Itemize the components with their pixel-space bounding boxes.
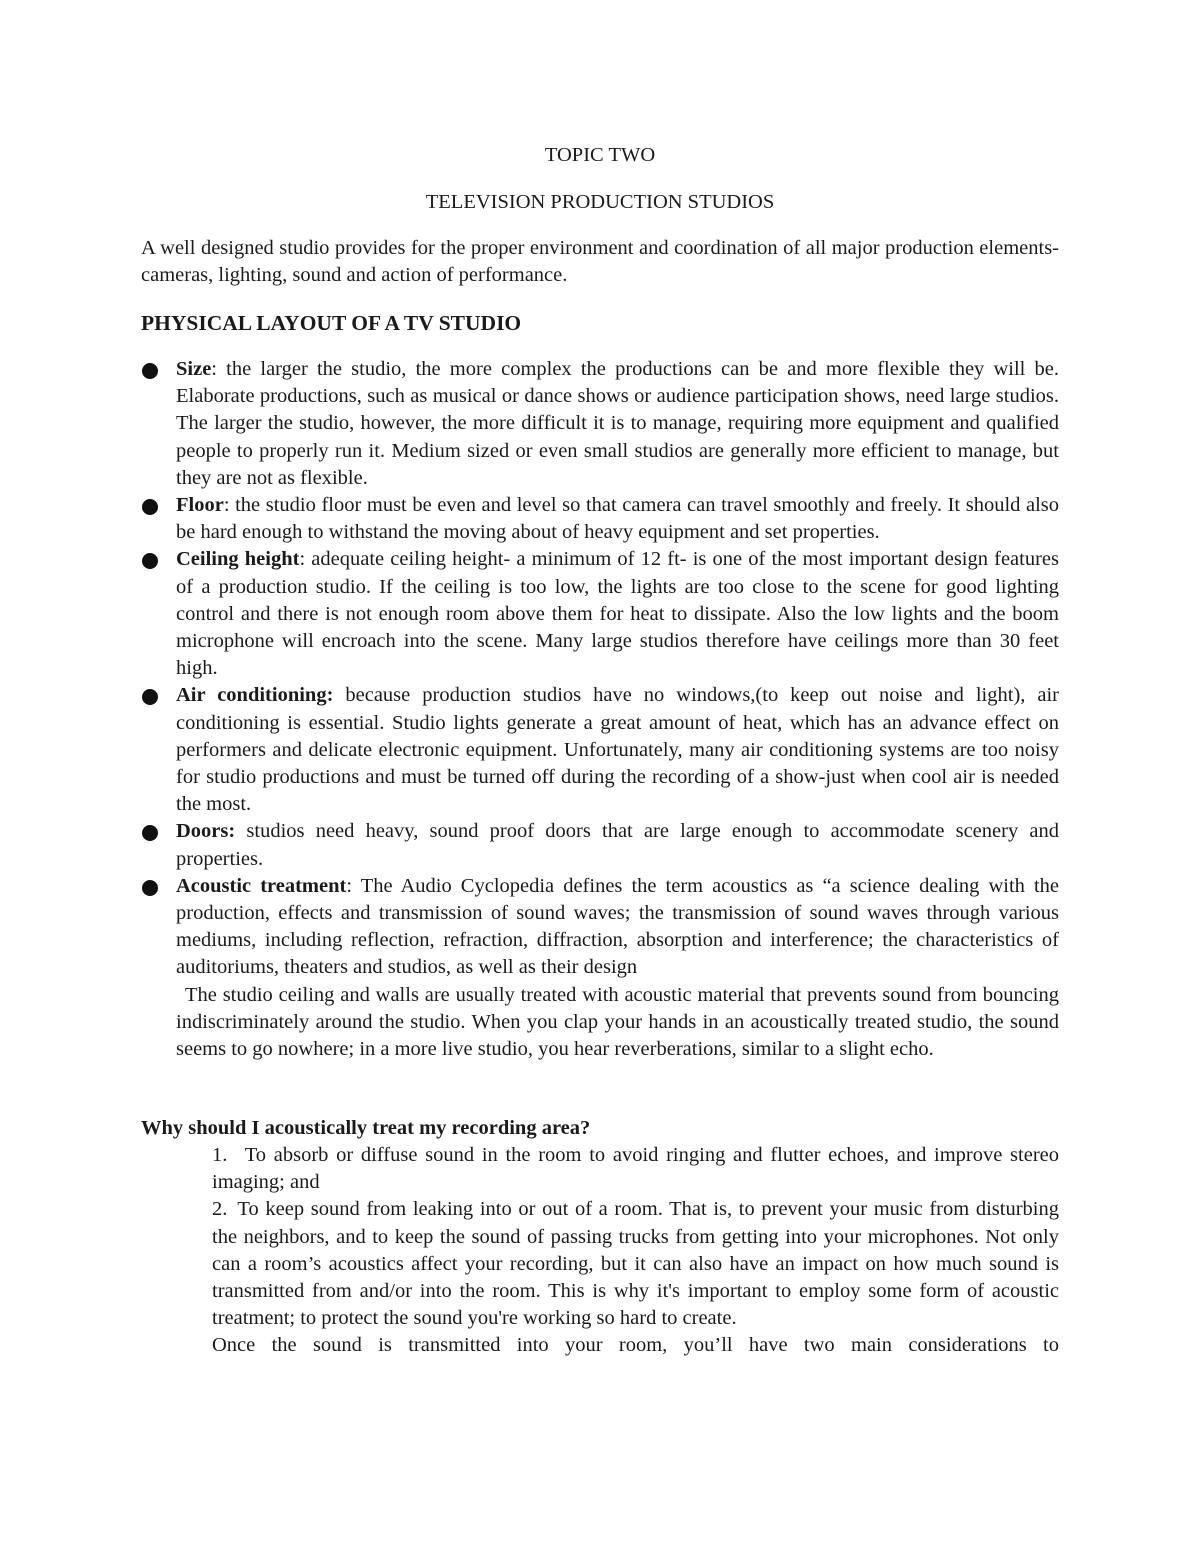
bullet-item-air-conditioning — [141, 682, 1059, 818]
item-number: 1. — [212, 1144, 228, 1166]
bullet-text — [176, 356, 1059, 492]
bullet-item-ceiling-height — [141, 546, 1059, 682]
bullet-body: : The Audio Cyclopedia defines the term acoustics as “a science dealing with the production, effects and transmission of sound waves; the transmission of sound waves through various mediums, including reflection, refraction, diffraction, absorption and interference; the characteristics of auditoriums, theaters and studios, as well as their design — [176, 874, 1059, 979]
bullet-icon — [142, 825, 158, 841]
bullet-body: studios need heavy, sound proof doors that are large enough to accommodate scenery and properties. — [176, 820, 1059, 870]
bullet-term: Acoustic treatment — [176, 874, 347, 897]
bullet-body: : the studio floor must be even and level so that camera can travel smoothly and freely. It should also be hard enough to withstand the moving about of heavy equipment and set properties. — [176, 494, 1059, 544]
bullet-icon — [142, 553, 158, 569]
bullet-item-floor — [141, 492, 1059, 546]
numbered-item — [212, 1196, 1059, 1332]
bullet-list — [141, 356, 1059, 1063]
bullet-text — [176, 546, 1059, 682]
item-text: To keep sound from leaking into or out of a room. That is, to prevent your music from disturbing the neighbors, and to keep the sound of passing trucks from getting into your microphones. Not only can a room’s acoustics affect your recording, but it can also have an impact on how much sound is transmitted from and/or into the room. This is why it's important to employ some form of acoustic treatment; to protect the sound you're working so hard to create. — [212, 1198, 1059, 1330]
item-text: To absorb or diffuse sound in the room to avoid ringing and flutter echoes, and improve stereo imaging; and — [212, 1144, 1059, 1194]
bullet-icon — [142, 499, 158, 515]
bullet-item-size — [141, 356, 1059, 492]
bullet-item-acoustic-treatment — [141, 873, 1059, 982]
bullet-term: Doors: — [176, 820, 236, 843]
numbered-item — [212, 1142, 1059, 1196]
closing-line: Once the sound is transmitted into your room, you’ll have two main considerations to — [212, 1334, 1059, 1357]
item-number: 2. — [212, 1198, 228, 1221]
bullet-icon — [142, 880, 158, 896]
bullet-item-doors — [141, 818, 1059, 872]
bullet-body: : adequate ceiling height- a minimum of 12 ft- is one of the most important design features of a production studio. If the ceiling is too low, the lights are too close to the scene for good lighting control and there is not enough room above them for heat to dissipate. Also the low lights and the boom microphone will encroach into the scene. Many large studios therefore have ceilings more than 30 feet high. — [176, 548, 1059, 680]
bullet-body: : the larger the studio, the more complex the productions can be and more flexible they will be. Elaborate productions, such as musical or dance shows or audience participation shows, need large studios. The larger the studio, however, the more difficult it is to manage, requiring more equipment and qualified people to properly run it. Medium sized or even small studios are generally more efficient to manage, but they are not as flexible. — [176, 358, 1059, 489]
bullet-body: because production studios have no windows,(to keep out noise and light), air conditioning is essential. Studio lights generate a great amount of heat, which has an advance effect on performers and delicate electronic equipment. Unfortunately, many air conditioning systems are too noisy for studio productions and must be turned off during the recording of a show-just when cool air is needed the most. — [176, 684, 1059, 816]
bullet-term: Air conditioning: — [176, 684, 334, 707]
bullet-text — [176, 682, 1059, 818]
numbered-list — [212, 1142, 1059, 1360]
bullet-term: Floor — [176, 494, 224, 517]
bullet-text — [176, 492, 1059, 546]
intro-paragraph: A well designed studio provides for the proper environment and coordination of all major production elements-cameras, lighting, sound and action of performance. — [141, 237, 1059, 287]
bullet-icon — [142, 689, 158, 705]
document-subtitle: TELEVISION PRODUCTION STUDIOS — [425, 191, 775, 213]
bullet-term: Ceiling height — [176, 548, 300, 571]
question-heading: Why should I acoustically treat my recording area? — [141, 1117, 591, 1139]
bullet-text — [176, 873, 1059, 982]
bullet-icon — [142, 363, 158, 379]
bullet-term: Size — [176, 358, 212, 380]
bullet-text — [176, 818, 1059, 872]
document-title: TOPIC TWO — [544, 144, 656, 166]
section-heading: PHYSICAL LAYOUT OF A TV STUDIO — [141, 311, 522, 335]
acoustic-continuation-paragraph: The studio ceiling and walls are usually treated with acoustic material that prevents sound from bouncing indiscriminately around the studio. When you clap your hands in an acoustically treated studio, the sound seems to go nowhere; in a more live studio, you hear reverberations, similar to a slight echo. — [176, 983, 1059, 1061]
